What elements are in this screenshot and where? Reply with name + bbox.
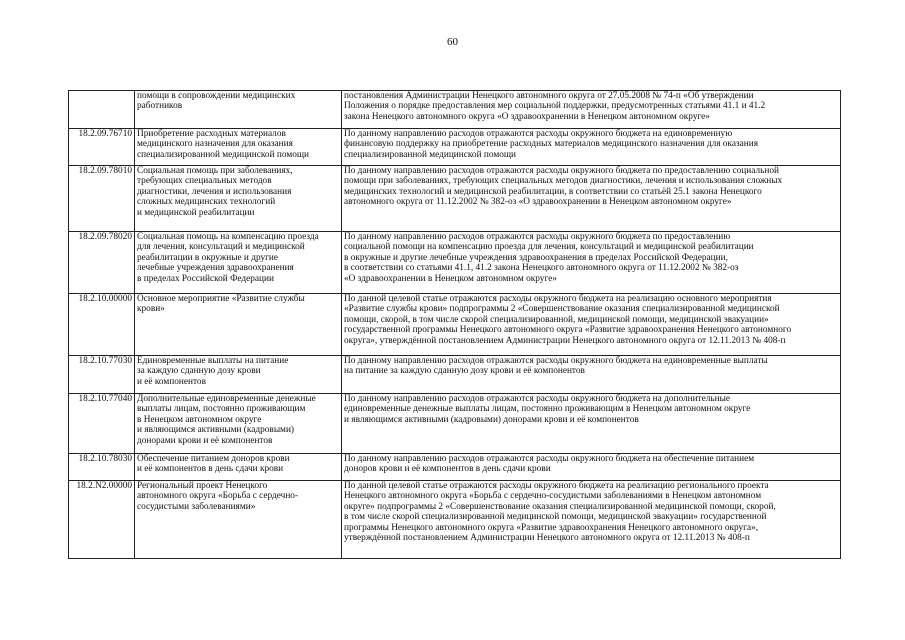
table-row: [69, 481, 841, 559]
row-name: Основное мероприятие «Развитие службы крови»: [135, 294, 342, 356]
row-name: Социальная помощь при заболеваниях, требующих специальных методов диагностики, лечения и использования сложных медицинских технологий и медицинской реабилитации: [135, 166, 342, 232]
table-row: [69, 232, 841, 294]
table-row: [69, 454, 841, 481]
row-name: помощи в сопровождении медицинских работников: [135, 91, 342, 129]
table-row: [69, 91, 841, 129]
row-code: 18.2.09.78010: [69, 166, 135, 232]
row-name: Дополнительные единовременные денежные выплаты лицам, постоянно проживающим в Ненецком автономном округе и являющимся активными (кадровыми) донорами крови и её компонентов: [135, 394, 342, 454]
budget-classification-table: [68, 90, 841, 559]
row-code: 18.2.10.78030: [69, 454, 135, 481]
row-description: По данной целевой статье отражаются расходы окружного бюджета на реализацию основного мероприятия «Развитие службы крови» подпрограммы 2 «Совершенствование оказания специализированной медицинской помощи, скорой, в том числе скорой специализированной, медицинской помощи, медицинской эвакуации» государственной программы Ненецкого автономного округа «Развитие здравоохранения Ненецкого автономного округа», утверждённой постановлением Администрации Ненецкого автономного округа от 12.11.2013 № 408-п: [342, 294, 841, 356]
row-name: Единовременные выплаты на питание за каждую сданную дозу крови и её компонентов: [135, 356, 342, 394]
row-code: 18.2.09.78020: [69, 232, 135, 294]
row-description: постановления Администрации Ненецкого автономного округа от 27.05.2008 № 74-п «Об утверждении Положения о порядке предоставления мер социальной поддержки, предусмотренных статьями 41.1 и 41.2 закона Ненецкого автономного округа «О здравоохранении в Ненецком автономном округе»: [342, 91, 841, 129]
row-code: [69, 91, 135, 129]
row-code: 18.2.09.76710: [69, 129, 135, 166]
row-description: По данному направлению расходов отражаются расходы окружного бюджета на единовременные выплаты на питание за каждую сданную дозу крови и её компонентов: [342, 356, 841, 394]
table-row: [69, 166, 841, 232]
row-description: По данному направлению расходов отражаются расходы окружного бюджета на единовременную финансовую поддержку на приобретение расходных материалов медицинского назначения для оказания специализированной медицинской помощи: [342, 129, 841, 166]
row-name: Приобретение расходных материалов медицинского назначения для оказания специализированной медицинской помощи: [135, 129, 342, 166]
table-row: [69, 294, 841, 356]
row-description: По данной целевой статье отражаются расходы окружного бюджета на реализацию регионального проекта Ненецкого автономного округа «Борьба с сердечно-сосудистыми заболеваниями в Ненецком автономном округе» подпрограммы 2 «Совершенствование оказания специализированной медицинской помощи, скорой, в том числе скорой специализированной медицинской помощи, медицинской эвакуации» государственной программы Ненецкого автономного округа «Развитие здравоохранения Ненецкого автономного округа», утверждённой постановлением Администрации Ненецкого автономного округа от 12.11.2013 № 408-п: [342, 481, 841, 559]
table-row: [69, 356, 841, 394]
row-description: По данному направлению расходов отражаются расходы окружного бюджета по предоставлению социальной помощи на компенсацию проезда для лечения, консультаций и медицинской реабилитации в окружные и другие лечебные учреждения здравоохранения в пределах Российской Федерации, в соответствии со статьями 41.1, 41.2 закона Ненецкого автономного округа от 11.12.2002 № 382-оз «О здравоохранении в Ненецком автономном округе»: [342, 232, 841, 294]
page-number: 60: [447, 36, 458, 48]
table-row: [69, 394, 841, 454]
row-code: 18.2.10.77040: [69, 394, 135, 454]
row-description: По данному направлению расходов отражаются расходы окружного бюджета по предоставлению социальной помощи при заболеваниях, требующих специальных методов диагностики, лечения и использования сложных медицинских технологий и медицинской реабилитации, в соответствии со статьёй 25.1 закона Ненецкого автономного округа от 11.12.2002 № 382-оз «О здравоохранении в Ненецком автономном округе»: [342, 166, 841, 232]
row-code: 18.2.10.77030: [69, 356, 135, 394]
row-code: 18.2.N2.00000: [69, 481, 135, 559]
row-description: По данному направлению расходов отражаются расходы окружного бюджета на дополнительные единовременные денежные выплаты лицам, постоянно проживающим в Ненецком автономном округе и являющимся активными (кадровыми) донорами крови и её компонентов: [342, 394, 841, 454]
table-row: [69, 129, 841, 166]
row-name: Социальная помощь на компенсацию проезда для лечения, консультаций и медицинской реабилитации в окружные и другие лечебные учреждения здравоохранения в пределах Российской Федерации: [135, 232, 342, 294]
row-code: 18.2.10.00000: [69, 294, 135, 356]
row-name: Обеспечение питанием доноров крови и её компонентов в день сдачи крови: [135, 454, 342, 481]
row-description: По данному направлению расходов отражаются расходы окружного бюджета на обеспечение питанием доноров крови и её компонентов в день сдачи крови: [342, 454, 841, 481]
row-name: Региональный проект Ненецкого автономного округа «Борьба с сердечно- сосудистыми заболеваниями»: [135, 481, 342, 559]
